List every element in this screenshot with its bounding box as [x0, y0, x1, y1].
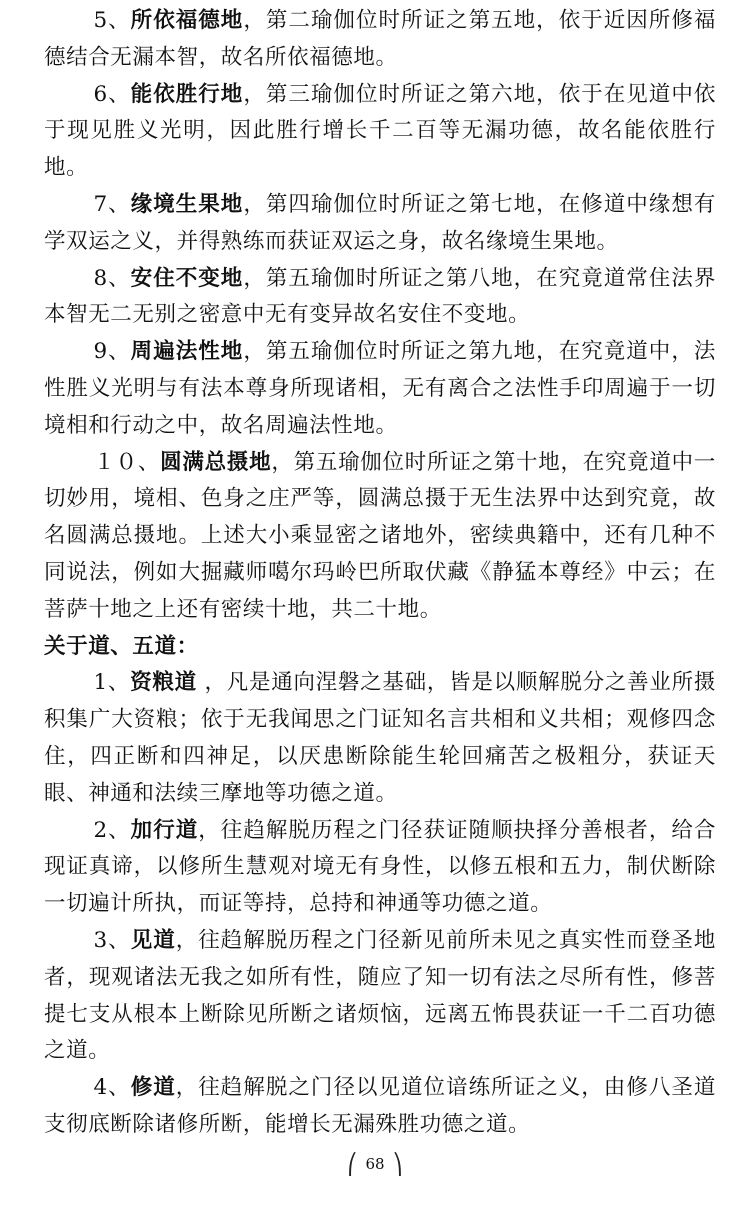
item-number: 1、	[93, 670, 131, 696]
item-text: ，第五瑜伽位时所证之第九地，在究竟道中，法性胜义光明与有法本尊身所现诸相，无有离合之法性手印周遍于一切境相和行动之中，故名周遍法性地。	[44, 339, 716, 438]
term-bold: 缘境生果地	[130, 191, 244, 217]
section-heading	[44, 629, 716, 666]
item-number: 6、	[93, 81, 131, 107]
paragraph-ground-9	[44, 334, 716, 444]
item-text: ，往趋解脱历程之门径新见前所未见之真实性而登圣地者，现观诸法无我之如所有性，随应了知一切有法之尽所有性，修菩提七支从根本上断除见所断之诸烦恼，远离五怖畏获证一千二百功德之道。	[44, 927, 717, 1064]
paragraph-ground-10	[44, 445, 716, 629]
term-bold: 圆满总摄地	[160, 449, 272, 475]
item-number: 8、	[93, 265, 131, 291]
page-footer	[0, 1152, 750, 1176]
item-number: 4、	[93, 1075, 131, 1101]
item-number: 7、	[93, 191, 131, 217]
item-text: ，第四瑜伽位时所证之第七地，在修道中缘想有学双运之义，并得熟练而获证双运之身，故名缘境生果地。	[44, 191, 716, 254]
paragraph-ground-8	[44, 261, 716, 335]
item-number: 5、	[93, 8, 131, 33]
term-bold: 修道	[130, 1075, 176, 1101]
left-ornament-icon: ⎛	[347, 1152, 358, 1176]
paragraph-path-4	[44, 1070, 716, 1144]
item-number: 9、	[93, 339, 131, 365]
body-text	[44, 3, 716, 1144]
paragraph-ground-7	[44, 187, 716, 261]
term-bold: 安住不变地	[130, 265, 244, 291]
term-bold: 周遍法性地	[130, 339, 244, 365]
item-number: 2、	[93, 817, 131, 843]
term-bold: 见道	[130, 927, 176, 953]
page-number: 68	[365, 1155, 385, 1173]
item-text: ，凡是通向涅磐之基础，皆是以顺解脱分之善业所摄积集广大资粮；依于无我闻思之门证知名言共相和义共相；观修四念住，四正断和四神足，以厌患断除能生轮回痛苦之极粗分，获证天眼、神通和法续三摩地等功德之道。	[44, 670, 716, 806]
item-text: ，往趋解脱历程之门径获证随顺抉择分善根者，给合现证真谛，以修所生慧观对境无有身性，以修五根和五力，制伏断除一切遍计所执，而证等持，总持和神通等功德之道。	[44, 817, 716, 917]
term-bold: 资粮道	[130, 670, 197, 696]
term-bold: 所依福德地	[130, 8, 244, 33]
paragraph-ground-5	[44, 3, 716, 77]
section-heading-text: 关于道、五道：	[44, 633, 199, 659]
term-bold: 加行道	[130, 817, 199, 843]
paragraph-path-1	[44, 665, 716, 812]
term-bold: 能依胜行地	[130, 81, 244, 107]
right-ornament-icon: ⎞	[392, 1152, 403, 1176]
item-number: 3、	[93, 927, 131, 953]
item-text: ，第二瑜伽位时所证之第五地，依于近因所修福德结合无漏本智，故名所依福德地。	[44, 8, 716, 70]
paragraph-path-2	[44, 813, 716, 923]
item-text: ，第五瑜伽时所证之第八地，在究竟道常住法界本智无二无别之密意中无有变异故名安住不变地。	[44, 265, 716, 328]
paragraph-ground-6	[44, 77, 716, 187]
item-text: ，第三瑜伽位时所证之第六地，依于在见道中依于现见胜义光明，因此胜行增长千二百等无漏功德，故名能依胜行地。	[44, 81, 716, 181]
paragraph-path-3	[44, 923, 716, 1070]
item-number: １０、	[93, 449, 161, 475]
item-text: ，第五瑜伽位时所证之第十地，在究竟道中一切妙用，境相、色身之庄严等，圆满总摄于无生法界中达到究竟，故名圆满总摄地。上述大小乘显密之诸地外，密续典籍中，还有几种不同说法，例如大掘藏师噶尔玛岭巴所取伏藏《静猛本尊经》中云；在菩萨十地之上还有密续十地，共二十地。	[44, 449, 716, 622]
item-text: ，往趋解脱之门径以见道位谙练所证之义，由修八圣道支彻底断除诸修所断，能增长无漏殊胜功德之道。	[44, 1075, 717, 1137]
